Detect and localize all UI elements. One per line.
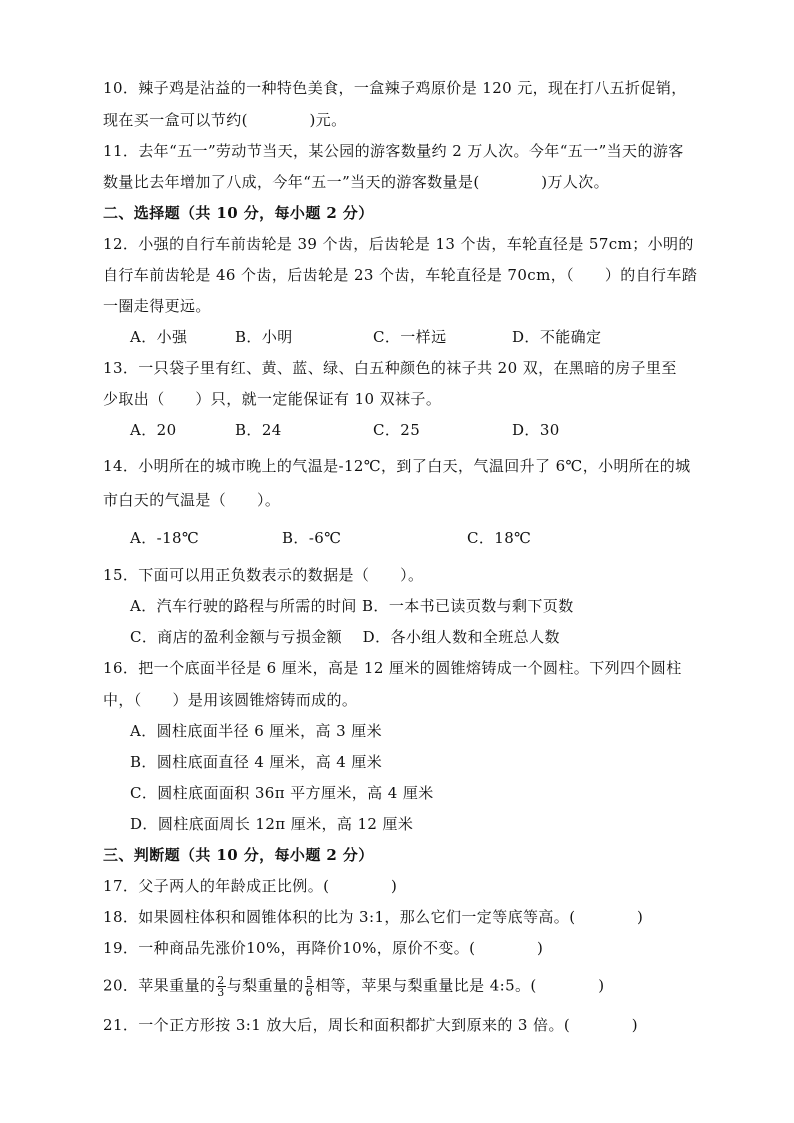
q16-line1: 16．把一个底面半径是 6 厘米，高是 12 厘米的圆锥熔铸成一个圆柱。下列四个圆柱 <box>103 659 682 677</box>
q12-line2: 自行车前齿轮是 46 个齿，后齿轮是 23 个齿，车轮直径是 70cm，（ ）的自行车踏 <box>103 266 698 284</box>
q12-option-d: D．不能确定 <box>512 328 602 346</box>
q13-line2: 少取出（ ）只，就一定能保证有 10 双袜子。 <box>103 390 442 408</box>
q20-prefix: 20．苹果重量的 <box>103 976 216 995</box>
q14-option-b: B．-6℃ <box>282 529 342 547</box>
section-heading-judgement: 三、判断题（共 10 分，每小题 2 分） <box>103 846 374 864</box>
q12-option-a: A．小强 <box>130 328 188 346</box>
fraction-five-sixths <box>305 975 314 998</box>
q19: 19．一种商品先涨价10%，再降价10%，原价不变。( ) <box>103 939 544 957</box>
q20-suffix: 相等，苹果与梨重量比是 4:5。( ) <box>315 976 605 995</box>
q16-line2: 中，（ ）是用该圆锥熔铸而成的。 <box>103 691 358 709</box>
q13-line1: 13．一只袋子里有红、黄、蓝、绿、白五种颜色的袜子共 20 双，在黑暗的房子里至 <box>103 359 677 377</box>
q13-option-c: C．25 <box>373 421 421 439</box>
q20 <box>103 975 605 998</box>
q16-option-b: B．圆柱底面直径 4 厘米，高 4 厘米 <box>130 753 383 771</box>
q14-option-c: C．18℃ <box>467 529 532 547</box>
section-heading-choice: 二、选择题（共 10 分，每小题 2 分） <box>103 204 374 222</box>
q11-line2: 数量比去年增加了八成，今年“五一”当天的游客数量是( )万人次。 <box>103 173 610 191</box>
q13-option-b: B．24 <box>235 421 282 439</box>
q14-line2: 市白天的气温是（ ）。 <box>103 491 281 509</box>
q17: 17．父子两人的年龄成正比例。( ) <box>103 877 398 895</box>
q20-middle: 与梨重量的 <box>226 976 304 995</box>
q12-line3: 一圈走得更远。 <box>103 297 211 315</box>
q21: 21．一个正方形按 3:1 放大后，周长和面积都扩大到原来的 3 倍。( ) <box>103 1016 638 1034</box>
q12-line1: 12．小强的自行车前齿轮是 39 个齿，后齿轮是 13 个齿，车轮直径是 57cm；小明的 <box>103 235 694 253</box>
fraction-denominator: 6 <box>305 986 314 999</box>
q14-option-a: A．-18℃ <box>130 529 200 547</box>
q15-options-ab: A．汽车行驶的路程与所需的时间 B．一本书已读页数与剩下页数 <box>130 597 574 615</box>
q12-option-b: B．小明 <box>235 328 293 346</box>
q14-line1: 14．小明所在的城市晚上的气温是-12℃，到了白天，气温回升了 6℃，小明所在的城 <box>103 457 691 475</box>
fraction-numerator: 5 <box>305 974 314 987</box>
q15-options-cd: C．商店的盈利金额与亏损金额 D．各小组人数和全班总人数 <box>130 628 560 646</box>
q10-line1: 10．辣子鸡是沾益的一种特色美食，一盒辣子鸡原价是 120 元，现在打八五折促销， <box>103 79 687 97</box>
q16-option-d: D．圆柱底面周长 12π 厘米，高 12 厘米 <box>130 815 414 833</box>
q12-option-c: C．一样远 <box>373 328 447 346</box>
fraction-denominator: 3 <box>217 986 225 999</box>
q16-option-a: A．圆柱底面半径 6 厘米，高 3 厘米 <box>130 722 382 740</box>
q11-line1: 11．去年“五一”劳动节当天，某公园的游客数量约 2 万人次。今年“五一”当天的游客 <box>103 142 684 160</box>
fraction-two-thirds <box>216 975 225 998</box>
q10-line2: 现在买一盒可以节约( )元。 <box>103 111 347 129</box>
q13-option-d: D．30 <box>512 421 560 439</box>
q18: 18．如果圆柱体积和圆锥体积的比为 3:1，那么它们一定等底等高。( ) <box>103 908 644 926</box>
q16-option-c: C．圆柱底面面积 36π 平方厘米，高 4 厘米 <box>130 784 434 802</box>
q15-line1: 15．下面可以用正负数表示的数据是（ ）。 <box>103 566 424 584</box>
q13-option-a: A．20 <box>130 421 177 439</box>
fraction-numerator: 2 <box>217 974 225 987</box>
